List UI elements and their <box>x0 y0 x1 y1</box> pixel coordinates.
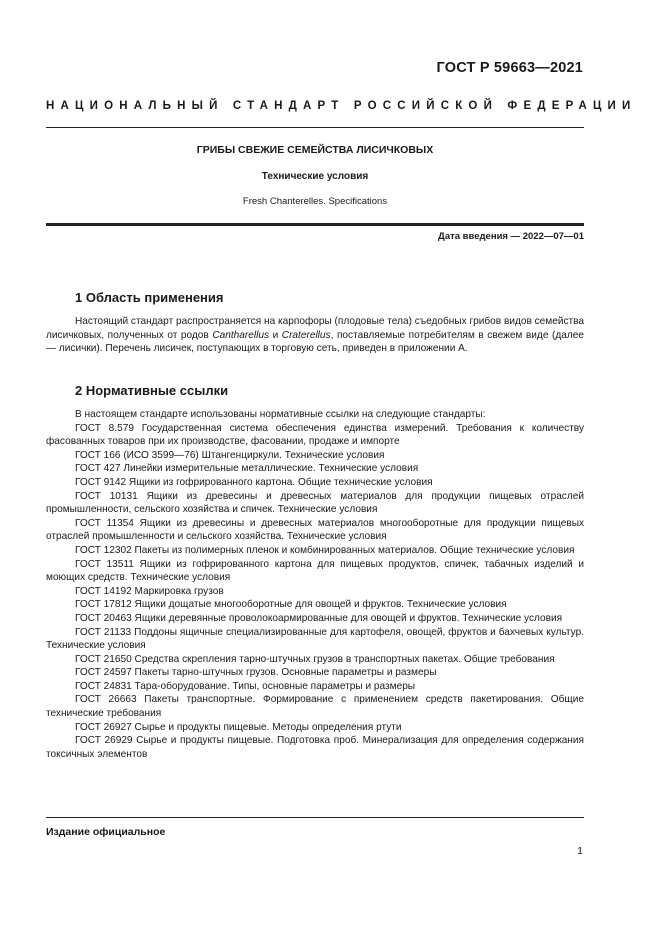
header-divider <box>46 127 584 128</box>
genus-craterellus: Craterellus <box>281 329 331 341</box>
title-divider <box>46 223 584 226</box>
reference-item: ГОСТ 20463 Ящики деревянные проволокоармированные для овощей и фруктов. Технические условия <box>75 612 563 624</box>
document-title-english: Fresh Chanterelles. Specifications <box>242 196 388 207</box>
genus-cantharellus: Cantharellus <box>212 329 270 341</box>
normative-references-list <box>46 408 584 761</box>
reference-item: ГОСТ 17812 Ящики дощатые многооборотные для овощей и фруктов. Технические условия <box>75 599 507 611</box>
reference-item: ГОСТ 14192 Маркировка грузов <box>75 585 224 597</box>
reference-item: ГОСТ 24597 Пакеты тарно-штучных грузов. Основные параметры и размеры <box>75 667 437 679</box>
reference-item: ГОСТ 21133 Поддоны ящичные специализированные для картофеля, овощей, фруктов и бахчевых культур. Технические условия <box>46 626 584 652</box>
document-subtitle: Технические условия <box>261 171 369 182</box>
document-title: ГРИБЫ СВЕЖИЕ СЕМЕЙСТВА ЛИСИЧКОВЫХ <box>196 144 434 156</box>
reference-item: ГОСТ 9142 Ящики из гофрированного картона. Общие технические условия <box>75 476 433 488</box>
section-1-text-c: , поставляемые потребителям в свежем виде (далее — лисички). Перечень лисичек, поступающих в торговую сеть, приведен в приложении А. <box>46 329 584 355</box>
section-1-text-a: Настоящий стандарт распространяется на карпофоры (плодовые тела) съедобных грибов видов семейства лисичковых, полученных от родов <box>46 316 585 341</box>
official-edition-label: Издание официальное <box>46 826 166 838</box>
reference-item: ГОСТ 26929 Сырье и продукты пищевые. Подготовка проб. Минерализация для определения содержания токсичных элементов <box>46 735 584 760</box>
reference-item: ГОСТ 11354 Ящики из древесины и древесных материалов многооборотные для продукции пищевых отраслей промышленности и сельского хозяйства. Технические условия <box>46 517 584 543</box>
reference-item: ГОСТ 12302 Пакеты из полимерных пленок и комбинированных материалов. Общие технические условия <box>75 544 575 556</box>
footer-divider <box>46 817 584 818</box>
reference-item: ГОСТ 10131 Ящики из древесины и древесных материалов для продукции пищевых отраслей промышленности, сельского хозяйства и спичек. Технические условия <box>46 490 584 516</box>
section-1-text-b: и <box>269 329 282 341</box>
reference-item: ГОСТ 427 Линейки измерительные металлические. Технические условия <box>75 463 419 475</box>
reference-item: ГОСТ 166 (ИСО 3599—76) Штангенциркули. Технические условия <box>75 449 385 461</box>
reference-item: ГОСТ 8.579 Государственная система обеспечения единства измерений. Требования к количеству фасованных товаров при их производстве, фасовании, продаже и импорте <box>46 422 584 448</box>
reference-item: ГОСТ 13511 Ящики из гофрированного картона для пищевых продуктов, спичек, табачных изделий и моющих средств. Технические условия <box>46 558 584 584</box>
section-2-heading: 2 Нормативные ссылки <box>75 383 229 398</box>
reference-item: ГОСТ 21650 Средства скрепления тарно-штучных грузов в транспортных пакетах. Общие требования <box>75 653 555 665</box>
national-standard-caption: НАЦИОНАЛЬНЫЙ СТАНДАРТ РОССИЙСКОЙ ФЕДЕРАЦИИ <box>46 100 637 112</box>
reference-item: ГОСТ 26663 Пакеты транспортные. Формирование с применением средств пакетирования. Общие технические требования <box>46 694 584 720</box>
section-1-heading: 1 Область применения <box>75 290 224 305</box>
reference-item: ГОСТ 24831 Тара-оборудование. Типы, основные параметры и размеры <box>75 680 416 692</box>
references-intro: В настоящем стандарте использованы нормативные ссылки на следующие стандарты: <box>75 409 486 420</box>
page-number: 1 <box>577 845 583 857</box>
section-1-paragraph <box>46 315 584 356</box>
reference-item: ГОСТ 26927 Сырье и продукты пищевые. Методы определения ртути <box>75 721 402 733</box>
introduction-date: Дата введения — 2022—07—01 <box>438 231 584 242</box>
document-number: ГОСТ Р 59663—2021 <box>436 60 583 76</box>
